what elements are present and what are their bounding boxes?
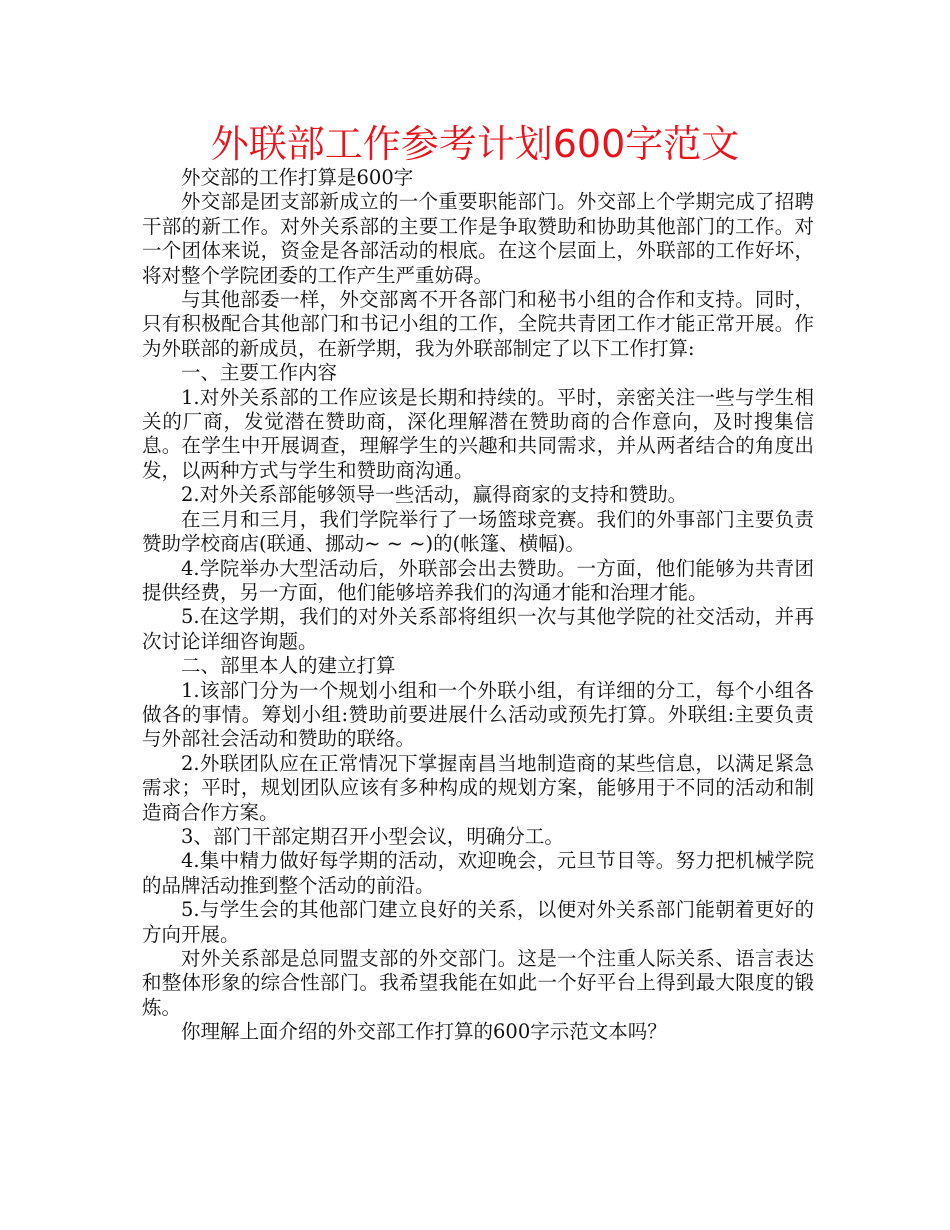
paragraph: 你理解上面介绍的外交部工作打算的600字示范文本吗？	[181, 1020, 667, 1044]
paragraph: 与其他部委一样，外交部离不开各部门和秘书小组的合作和支持。同时，只有积极配合其他部门和书记小组的工作，全院共青团工作才能正常开展。作为外联部的新成员，在新学期，我为外联部制定了以下工作打算:	[142, 288, 814, 360]
paragraph: 外交部的工作打算是600字	[181, 166, 414, 189]
paragraph: 1.该部门分为一个规划小组和一个外联小组，有详细的分工，每个小组各做各的事情。筹划小组:赞助前要进展什么活动或预先打算。外联组:主要负责与外部社会活动和赞助的联络。	[142, 678, 814, 751]
paragraph: 在三月和三月，我们学院举行了一场篮球竞赛。我们的外事部门主要负责赞助学校商店(联通、挪动~ ~ ~)的(帐篷、横幅)。	[142, 507, 814, 556]
paragraph: 5.在这学期，我们的对外关系部将组织一次与其他学院的社交活动，并再次讨论详细咨询题。	[142, 605, 814, 653]
paragraph: 1.对外关系部的工作应该是长期和持续的。平时，亲密关注一些与学生相关的厂商，发觉潜在赞助商，深化理解潜在赞助商的合作意向，及时搜集信息。在学生中开展调查，理解学生的兴趣和共同需求，并从两者结合的角度出发，以两种方式与学生和赞助商沟通。	[142, 385, 814, 482]
section-heading: 二、部里本人的建立打算	[181, 654, 396, 678]
section-heading: 一、主要工作内容	[181, 361, 338, 385]
paragraph: 外交部是团支部新成立的一个重要职能部门。外交部上个学期完成了招聘干部的新工作。对外关系部的主要工作是争取赞助和协助其他部门的工作。对一个团体来说，资金是各部活动的根底。在这个层面上，外联部的工作好坏，将对整个学院团委的工作产生严重妨碍。	[142, 190, 814, 287]
paragraph: 2.外联团队应在正常情况下掌握南昌当地制造商的某些信息，以满足紧急需求；平时，规划团队应该有多种构成的规划方案，能够用于不同的活动和制造商合作方案。	[142, 751, 814, 824]
document-title: 外联部工作参考计划600字范文	[210, 122, 740, 166]
paragraph: 对外关系部是总同盟支部的外交部门。这是一个注重人际关系、语言表达和整体形象的综合性部门。我希望我能在如此一个好平台上得到最大限度的锻炼。	[142, 947, 814, 1019]
paragraph: 3、部门干部定期召开小型会议，明确分工。	[181, 824, 564, 848]
document-body	[142, 166, 814, 1045]
paragraph: 4.集中精力做好每学期的活动，欢迎晚会，元旦节目等。努力把机械学院的品牌活动推到整个活动的前沿。	[142, 849, 814, 897]
paragraph: 4.学院举办大型活动后，外联部会出去赞助。一方面，他们能够为共青团提供经费，另一方面，他们能够培养我们的沟通才能和治理才能。	[142, 556, 814, 604]
paragraph: 5.与学生会的其他部门建立良好的关系，以便对外关系部门能朝着更好的方向开展。	[142, 898, 814, 946]
paragraph: 2.对外关系部能够领导一些活动，赢得商家的支持和赞助。	[181, 483, 688, 507]
